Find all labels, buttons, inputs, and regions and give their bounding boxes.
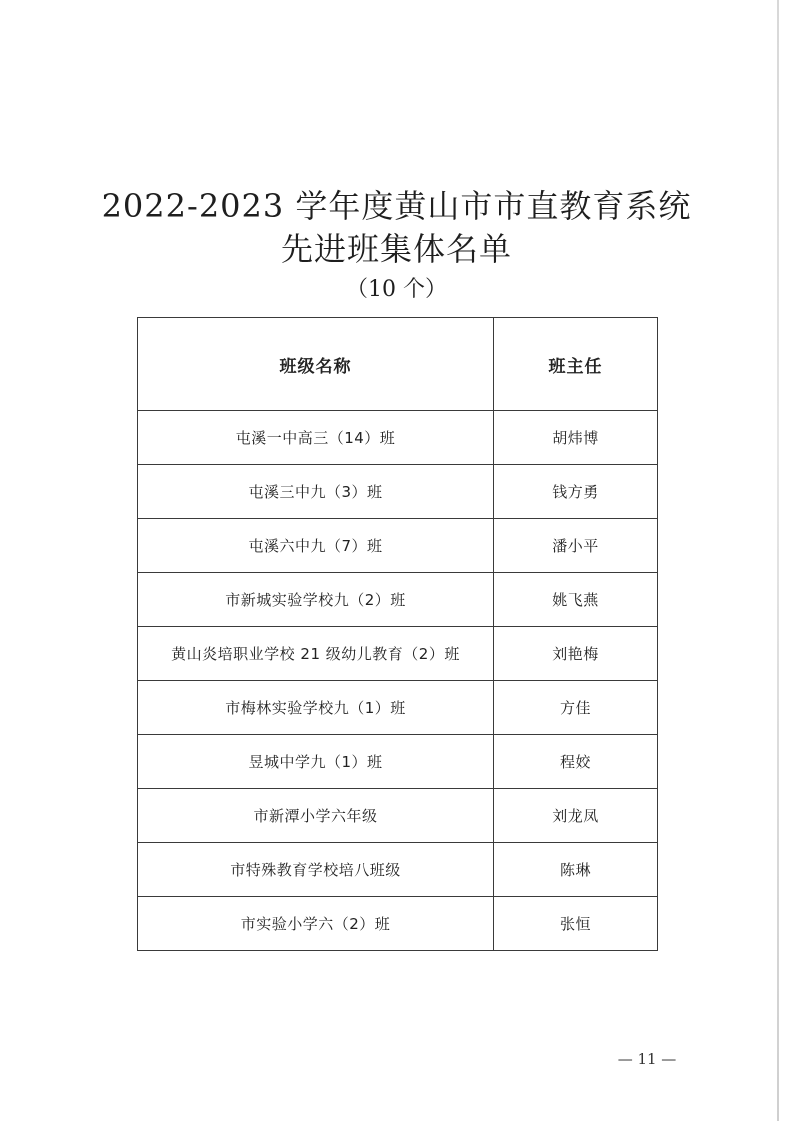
head-teacher-cell: 陈琳 — [494, 843, 658, 897]
head-teacher-cell: 潘小平 — [494, 519, 658, 573]
table-row — [138, 897, 658, 951]
header-head-teacher: 班主任 — [494, 318, 658, 411]
class-name-cell: 黄山炎培职业学校 21 级幼儿教育（2）班 — [138, 627, 494, 681]
table-row — [138, 735, 658, 789]
class-name-cell: 屯溪三中九（3）班 — [138, 465, 494, 519]
table-row — [138, 681, 658, 735]
page-number: — 11 — — [617, 1050, 677, 1068]
head-teacher-cell: 姚飞燕 — [494, 573, 658, 627]
table-header-row — [138, 318, 658, 411]
class-name-cell: 市实验小学六（2）班 — [138, 897, 494, 951]
class-name-cell: 昱城中学九（1）班 — [138, 735, 494, 789]
table-row — [138, 573, 658, 627]
head-teacher-cell: 张恒 — [494, 897, 658, 951]
document-title-line-1: 2022-2023 学年度黄山市市直教育系统 — [101, 187, 692, 225]
class-name-cell: 市新潭小学六年级 — [138, 789, 494, 843]
table-row — [138, 465, 658, 519]
scan-edge — [777, 0, 779, 1121]
head-teacher-cell: 方佳 — [494, 681, 658, 735]
class-name-cell: 市梅林实验学校九（1）班 — [138, 681, 494, 735]
table-row — [138, 627, 658, 681]
header-class-name: 班级名称 — [138, 318, 494, 411]
head-teacher-cell: 程姣 — [494, 735, 658, 789]
entry-count: （10 个） — [346, 277, 447, 302]
class-roster-table — [137, 317, 658, 951]
head-teacher-cell: 胡炜博 — [494, 411, 658, 465]
table-row — [138, 411, 658, 465]
document-title-line-2: 先进班集体名单 — [280, 230, 512, 268]
head-teacher-cell: 钱方勇 — [494, 465, 658, 519]
table-row — [138, 789, 658, 843]
class-name-cell: 屯溪六中九（7）班 — [138, 519, 494, 573]
head-teacher-cell: 刘龙凤 — [494, 789, 658, 843]
class-name-cell: 市新城实验学校九（2）班 — [138, 573, 494, 627]
class-name-cell: 屯溪一中高三（14）班 — [138, 411, 494, 465]
table-row — [138, 519, 658, 573]
class-name-cell: 市特殊教育学校培八班级 — [138, 843, 494, 897]
table-row — [138, 843, 658, 897]
head-teacher-cell: 刘艳梅 — [494, 627, 658, 681]
